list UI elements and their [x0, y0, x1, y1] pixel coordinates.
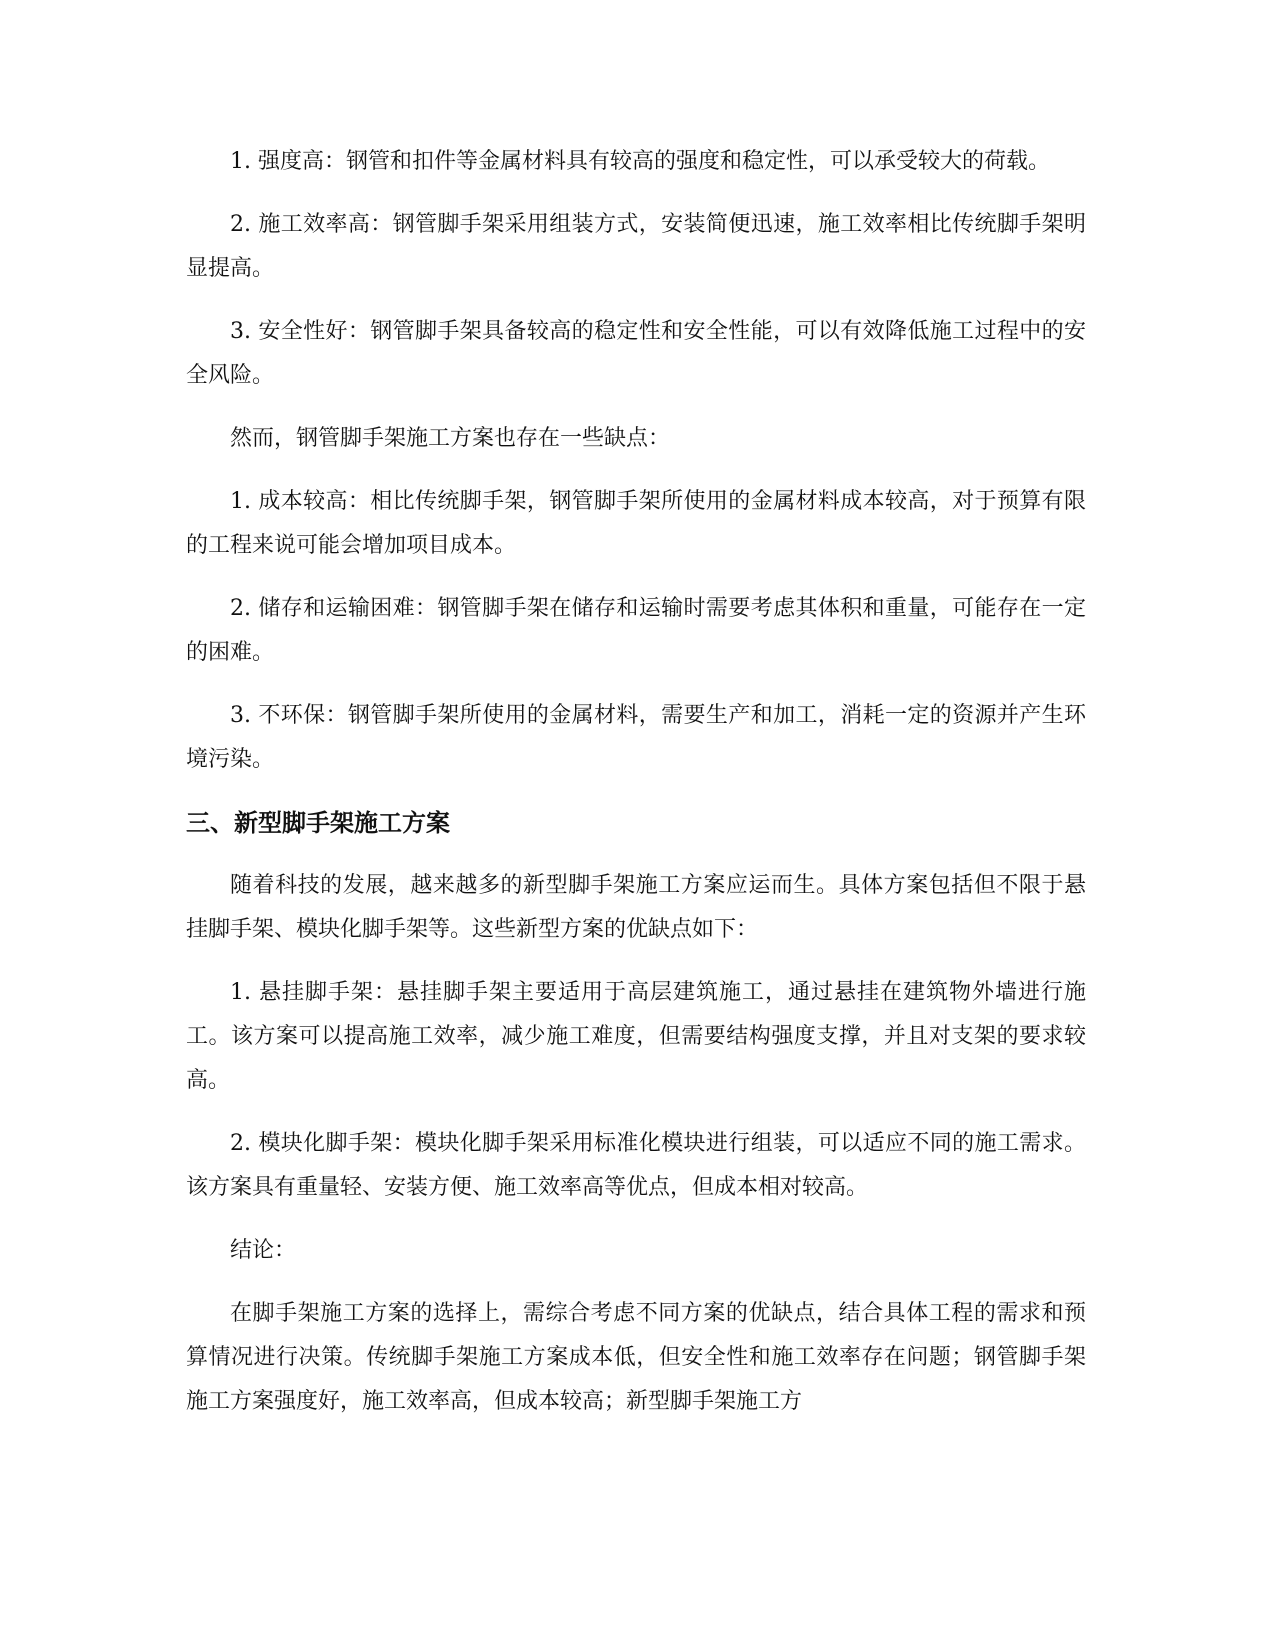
paragraph-steel-cost: 1. 成本较高：相比传统脚手架，钢管脚手架所使用的金属材料成本较高，对于预算有限的工程来说可能会增加项目成本。 — [186, 489, 1086, 558]
paragraph-modular-scaffold: 2. 模块化脚手架：模块化脚手架采用标准化模块进行组装，可以适应不同的施工需求。该方案具有重量轻、安装方便、施工效率高等优点，但成本相对较高。 — [186, 1131, 1086, 1200]
paragraph-steel-efficiency: 2. 施工效率高：钢管脚手架采用组装方式，安装简便迅速，施工效率相比传统脚手架明显提高。 — [186, 212, 1086, 281]
paragraph-steel-environment: 3. 不环保：钢管脚手架所使用的金属材料，需要生产和加工，消耗一定的资源并产生环境污染。 — [186, 703, 1086, 772]
paragraph-steel-safety: 3. 安全性好：钢管脚手架具备较高的稳定性和安全性能，可以有效降低施工过程中的安全风险。 — [186, 319, 1086, 388]
paragraph-new-scaffold-intro: 随着科技的发展，越来越多的新型脚手架施工方案应运而生。具体方案包括但不限于悬挂脚手架、模块化脚手架等。这些新型方案的优缺点如下： — [186, 873, 1086, 942]
document-body — [186, 140, 1086, 1443]
paragraph-conclusion-text: 在脚手架施工方案的选择上，需综合考虑不同方案的优缺点，结合具体工程的需求和预算情况进行决策。传统脚手架施工方案成本低，但安全性和施工效率存在问题；钢管脚手架施工方案强度好，施工效率高，但成本较高；新型脚手架施工方 — [186, 1301, 1086, 1414]
paragraph-conclusion-label: 结论： — [230, 1238, 297, 1263]
paragraph-suspended-scaffold: 1. 悬挂脚手架：悬挂脚手架主要适用于高层建筑施工，通过悬挂在建筑物外墙进行施工。该方案可以提高施工效率，减少施工难度，但需要结构强度支撑，并且对支架的要求较高。 — [186, 980, 1086, 1093]
paragraph-steel-storage: 2. 储存和运输困难：钢管脚手架在储存和运输时需要考虑其体积和重量，可能存在一定的困难。 — [186, 596, 1086, 665]
section-heading-new-scaffold: 三、新型脚手架施工方案 — [186, 809, 450, 837]
paragraph-steel-strength: 1. 强度高：钢管和扣件等金属材料具有较高的强度和稳定性，可以承受较大的荷载。 — [230, 149, 1050, 174]
paragraph-steel-drawbacks-intro: 然而，钢管脚手架施工方案也存在一些缺点： — [230, 426, 671, 451]
